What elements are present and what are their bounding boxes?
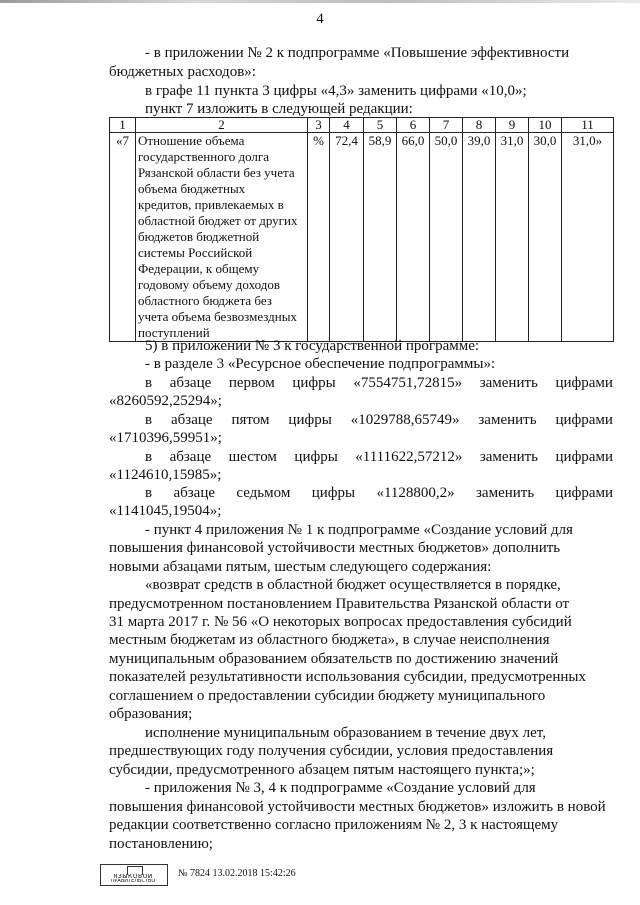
table-header-cell: 9 <box>496 118 529 133</box>
table-header-cell: 8 <box>463 118 496 133</box>
appendix-line-1: - приложения № 3, 4 к подпрограмме «Создание условий для <box>145 780 536 796</box>
replace-paragraph-4-end: «1141045,19504»; <box>109 503 222 519</box>
row-label-line: учета объема безвозмездных <box>138 309 297 324</box>
word: седьмом <box>236 485 291 501</box>
word: «7554751,72815» <box>353 375 463 391</box>
word: цифры <box>292 375 336 391</box>
row-value: 72,4 <box>330 133 364 342</box>
row-value: 30,0 <box>529 133 562 342</box>
table-header-cell: 11 <box>562 118 614 133</box>
word: заменить <box>478 412 537 428</box>
section5-line-2: - в разделе 3 «Ресурсное обеспечение подпрограммы»: <box>145 356 496 372</box>
replace-paragraph-1 <box>145 374 613 393</box>
table-header-row <box>110 118 614 133</box>
word: в <box>145 412 153 428</box>
table-header-cell: 2 <box>136 118 308 133</box>
point4-line-1: - пункт 4 приложения № 1 к подпрограмме «Создание условий для <box>145 522 573 538</box>
row-value: 58,9 <box>364 133 397 342</box>
word: заменить <box>479 375 538 391</box>
quote-line-4: местным бюджетам из областного бюджета», в случае неисполнения <box>109 632 550 648</box>
logo-subtext: ПРАВИТЕЛЬСТВО <box>110 879 156 884</box>
word: абзаце <box>169 449 212 465</box>
row-unit: % <box>308 133 330 342</box>
row-value: 31,0» <box>562 133 614 342</box>
row-label-line: годовому объему доходов <box>138 277 280 292</box>
quote-line-9: исполнение муниципальным образованием в течение двух лет, <box>145 725 546 741</box>
table-header-cell: 4 <box>330 118 364 133</box>
appendix-line-4: постановлению; <box>109 836 213 852</box>
table-header-cell: 3 <box>308 118 330 133</box>
word: заменить <box>476 485 535 501</box>
word: цифры <box>288 412 332 428</box>
row-label-line: областного бюджета без <box>138 293 272 308</box>
table-header-cell: 6 <box>397 118 430 133</box>
row-label-line: Отношение объема <box>138 133 245 148</box>
quote-line-2: предусмотренном постановлением Правительства Рязанской области от <box>109 596 570 612</box>
intro-line-1: - в приложении № 2 к подпрограмме «Повышение эффективности <box>145 45 570 61</box>
quote-line-1: «возврат средств в областной бюджет осуществляется в порядке, <box>145 577 561 593</box>
replace-paragraph-3-end: «1124610,15985»; <box>109 467 222 483</box>
row-label <box>136 133 308 342</box>
table-header-cell: 7 <box>430 118 463 133</box>
quote-line-10: предшествующих году получения субсидии, условия предоставления <box>109 743 554 759</box>
point4-line-3: новыми абзацами пятым, шестым следующего содержания: <box>109 559 492 575</box>
word: «1111622,57212» <box>355 449 463 465</box>
word: цифрами <box>555 375 613 391</box>
word: цифрами <box>555 412 613 428</box>
replace-paragraph-2-end: «1710396,59951»; <box>109 430 222 446</box>
word: абзаце <box>173 485 216 501</box>
row-value: 39,0 <box>463 133 496 342</box>
word: первом <box>228 375 275 391</box>
row-label-line: кредитов, привлекаемых в <box>138 197 284 212</box>
quote-line-3: 31 марта 2017 г. № 56 «О некоторых вопросах предоставления субсидий <box>109 614 572 630</box>
row-label-line: государственного долга <box>138 149 269 164</box>
quote-line-11: субсидии, предусмотренного абзацем пятым настоящего пункта;»; <box>109 762 535 778</box>
table-header-cell: 10 <box>529 118 562 133</box>
word: в <box>145 375 153 391</box>
word: «1128800,2» <box>376 485 455 501</box>
row-label-line: Рязанской области без учета <box>138 165 295 180</box>
replace-paragraph-2 <box>145 411 613 430</box>
row-label-line: областной бюджет от других <box>138 213 298 228</box>
intro-line-3: в графе 11 пункта 3 цифры «4,3» заменить цифрами «10,0»; <box>145 83 527 99</box>
word: абзаце <box>171 412 213 428</box>
replace-paragraph-4 <box>145 484 613 503</box>
logo-text: ЯЗЫКОВОЙ <box>113 874 153 880</box>
replace-paragraph-3 <box>145 448 613 467</box>
row-label-line: Федерации, к общему <box>138 261 260 276</box>
replace-paragraph-1-end: «8260592,25294»; <box>109 393 222 409</box>
row-value: 31,0 <box>496 133 529 342</box>
word: заменить <box>479 449 539 465</box>
intro-line-2: бюджетных расходов»: <box>109 64 256 80</box>
row-value: 66,0 <box>397 133 430 342</box>
table-row <box>110 133 614 342</box>
quote-line-7: соглашением о предоставлении субсидии бюджету муниципального <box>109 688 546 704</box>
intro-line-4: пункт 7 изложить в следующей редакции: <box>145 101 413 117</box>
row-label-line: объема бюджетных <box>138 181 246 196</box>
word: пятом <box>231 412 270 428</box>
footer <box>100 864 340 886</box>
word: «1029788,65749» <box>350 412 460 428</box>
appendix-line-3: редакции соответственно согласно приложениям № 2, 3 к настоящему <box>109 817 559 833</box>
page-number: 4 <box>316 11 324 27</box>
quote-line-6: показателей результативности использования субсидии, предусмотренных <box>109 669 586 685</box>
word: в <box>145 485 153 501</box>
row-label-line: системы Российской <box>138 245 253 260</box>
table-header-cell: 1 <box>110 118 136 133</box>
row-label-line: бюджетов бюджетной <box>138 229 260 244</box>
point4-line-2: повышения финансовой устойчивости местных бюджетов» дополнить <box>109 540 561 556</box>
word: цифры <box>311 485 356 501</box>
word: цифрами <box>555 485 613 501</box>
table-header-cell: 5 <box>364 118 397 133</box>
word: цифры <box>294 449 338 465</box>
quote-line-8: образования; <box>109 706 193 722</box>
indicator-table <box>109 117 614 342</box>
row-value: 50,0 <box>430 133 463 342</box>
appendix-line-2: повышения финансовой устойчивости местных бюджетов» изложить в новой <box>109 799 606 815</box>
word: цифрами <box>555 449 613 465</box>
scan-edge <box>0 0 640 3</box>
registry-logo-icon <box>100 864 168 886</box>
word: в <box>145 449 153 465</box>
quote-line-5: муниципальным образованием обязательств по достижению значений <box>109 651 559 667</box>
word: абзаце <box>169 375 212 391</box>
registration-stamp: № 7824 13.02.2018 15:42:26 <box>178 868 296 879</box>
word: шестом <box>228 449 277 465</box>
row-number: «7 <box>110 133 136 342</box>
row-label-line: поступлений <box>138 325 210 340</box>
section5-line-1: 5) в приложении № 3 к государственной программе: <box>145 338 480 354</box>
